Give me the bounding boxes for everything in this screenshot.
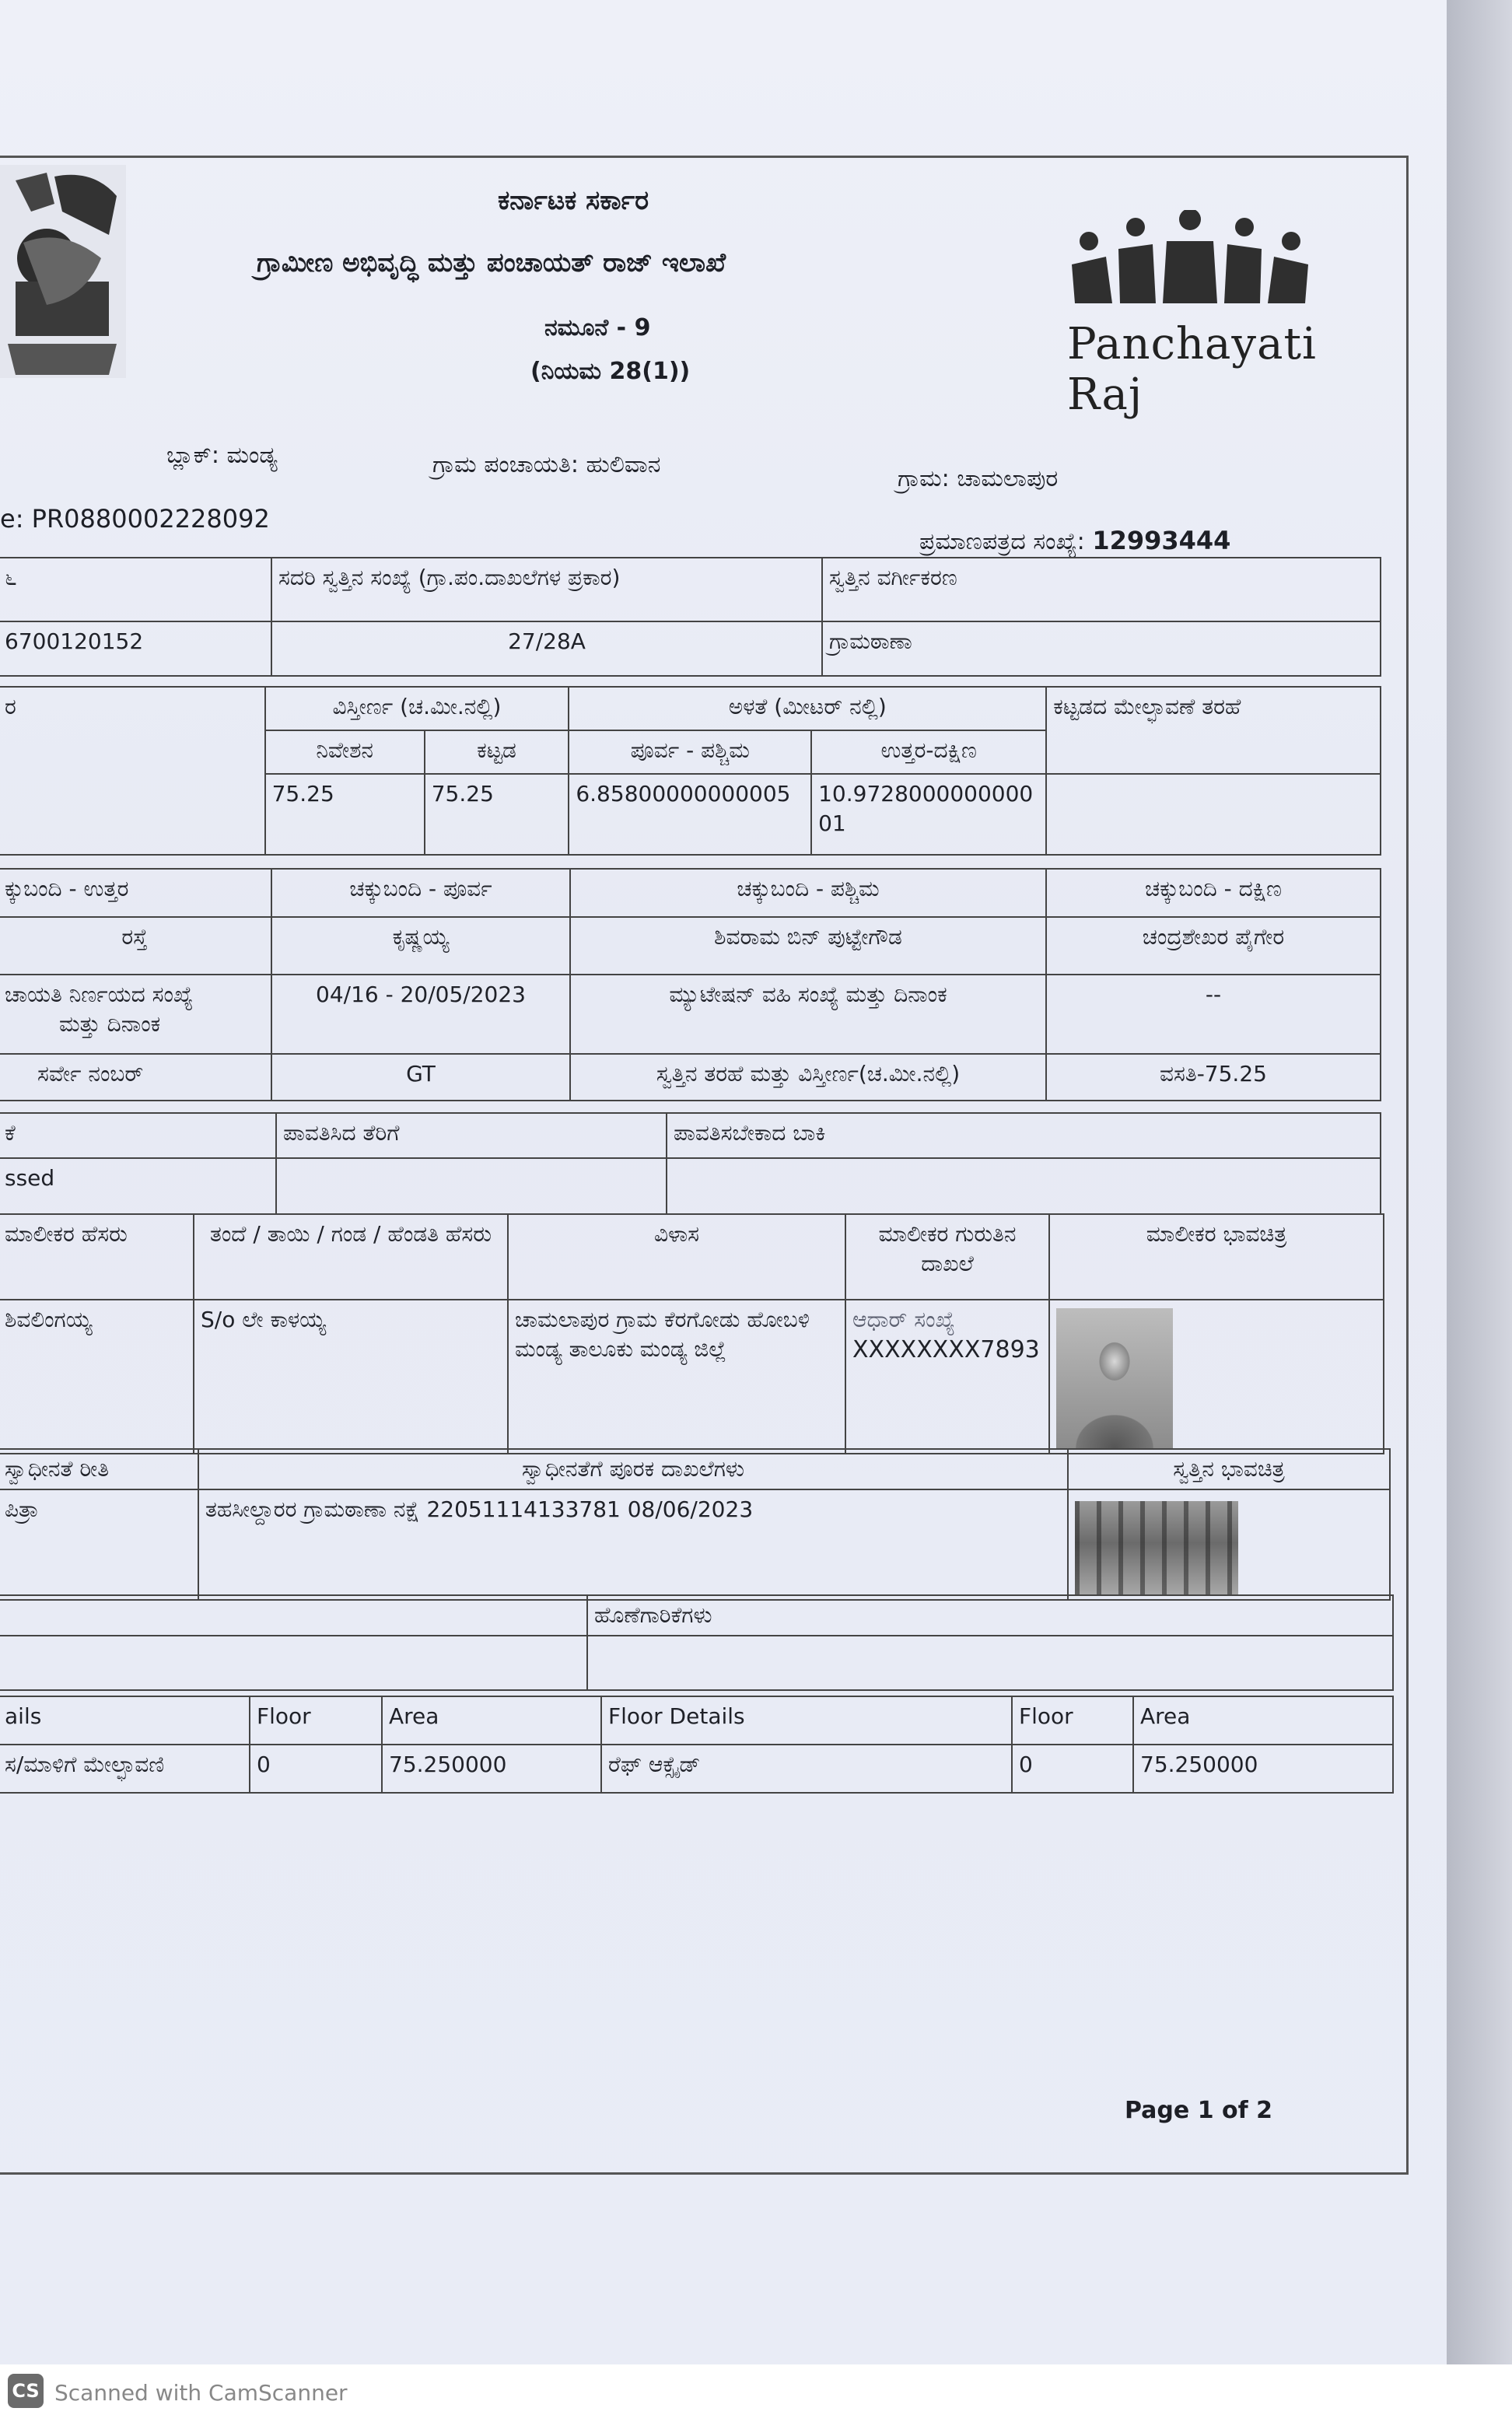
mutation-label: ಮ್ಯುಟೇಷನ್ ವಹಿ ಸಂಖ್ಯೆ ಮತ್ತು ದಿನಾಂಕ xyxy=(570,975,1046,1054)
village: ಗ್ರಾಮ: ಚಾಮಲಾಪುರ xyxy=(898,465,1059,492)
property-number-table xyxy=(0,557,1381,677)
building-area-value: 75.25 xyxy=(425,774,569,855)
row2-left-label: ರ xyxy=(0,687,265,855)
property-photo xyxy=(1075,1501,1238,1594)
property-type-area-label: ಸ್ವತ್ತಿನ ತರಹೆ ಮತ್ತು ವಿಸ್ತೀರ್ಣ(ಚ.ಮೀ.ನಲ್ಲಿ) xyxy=(570,1054,1046,1101)
owner-photo xyxy=(1056,1308,1173,1448)
possession-table xyxy=(0,1448,1391,1601)
property-photo-label: ಸ್ವತ್ತಿನ ಭಾವಚಿತ್ರ xyxy=(1068,1449,1390,1489)
roof-type-label: ಕಟ್ಟಡದ ಮೇಲ್ಛಾವಣೆ ತರಹೆ xyxy=(1046,687,1381,774)
property-photo-cell xyxy=(1068,1489,1390,1600)
boundary-north-value: ರಸ್ತೆ xyxy=(0,917,271,975)
owner-photo-label: ಮಾಲೀಕರ ಭಾವಚಿತ್ರ xyxy=(1049,1214,1384,1300)
floor-left-label: Floor xyxy=(250,1696,382,1745)
tax-paid-label: ಪಾವತಿಸಿದ ತೆರಿಗೆ xyxy=(276,1113,667,1158)
floor-right-value: 0 xyxy=(1012,1745,1133,1793)
logo-text: Panchayati Raj xyxy=(1067,319,1317,420)
classification-label: ಸ್ವತ್ತಿನ ವರ್ಗೀಕರಣ xyxy=(822,558,1381,621)
tax-balance-value xyxy=(667,1158,1381,1214)
possession-mode-value: ಪಿತ್ರಾ xyxy=(0,1489,198,1600)
people-group-icon xyxy=(1058,210,1322,319)
area-left-value: 75.250000 xyxy=(382,1745,601,1793)
floor-right-label: Floor xyxy=(1012,1696,1133,1745)
area-right-label: Area xyxy=(1133,1696,1393,1745)
gov-title: ಕರ್ನಾಟಕ ಸರ್ಕಾರ xyxy=(498,185,649,216)
liabilities-label: ಹೊಣೆಗಾರಿಕೆಗಳು xyxy=(587,1595,1393,1636)
floor-details-right-label: Floor Details xyxy=(601,1696,1012,1745)
relation-label: ತಂದೆ / ತಾಯಿ / ಗಂಡ / ಹೆಂಡತಿ ಹೆಸರು xyxy=(194,1214,508,1300)
owner-id-type: ಆಧಾರ್ ಸಂಖ್ಯೆ xyxy=(852,1307,955,1332)
boundary-south-value: ಚಂದ್ರಶೇಖರ ಪೈಗೇರ xyxy=(1046,917,1381,975)
owner-photo-cell xyxy=(1049,1300,1384,1454)
owner-table xyxy=(0,1213,1384,1454)
owner-name-value: ಶಿವಲಿಂಗಯ್ಯ xyxy=(0,1300,194,1454)
north-south-value: 10.972800000000001 xyxy=(811,774,1046,855)
possession-mode-label: ಸ್ವಾಧೀನತೆ ರೀತಿ xyxy=(0,1449,198,1489)
property-number-value: 27/28A xyxy=(271,621,822,676)
survey-label: ಸರ್ವೇ ನಂಬರ್ xyxy=(0,1054,271,1101)
tax-left-label: ಕೆ xyxy=(0,1113,276,1158)
east-west-label: ಪೂರ್ವ - ಪಶ್ಚಿಮ xyxy=(569,730,811,774)
property-type-area-value: ವಸತಿ-75.25 xyxy=(1046,1054,1381,1101)
row1-left-value: 6700120152 xyxy=(0,621,271,676)
address-label: ವಿಳಾಸ xyxy=(508,1214,845,1300)
boundary-west-label: ಚಕ್ಕುಬಂದಿ - ಪಶ್ಚಿಮ xyxy=(570,869,1046,917)
property-code-value: PR0880002228092 xyxy=(31,504,270,534)
owner-id-value-cell xyxy=(845,1300,1049,1454)
area-right-value: 75.250000 xyxy=(1133,1745,1393,1793)
liabilities-table xyxy=(0,1594,1394,1691)
survey-value: GT xyxy=(271,1054,570,1101)
resolution-value: 04/16 - 20/05/2023 xyxy=(271,975,570,1054)
mutation-value: -- xyxy=(1046,975,1381,1054)
tax-left-value: ssed xyxy=(0,1158,276,1214)
panchayati-raj-logo xyxy=(1058,210,1322,420)
boundary-south-label: ಚಕ್ಕುಬಂದಿ - ದಕ್ಷಿಣ xyxy=(1046,869,1381,917)
tax-paid-value xyxy=(276,1158,667,1214)
certificate-number xyxy=(919,526,1230,555)
boundary-north-label: ಕ್ಕುಬಂದಿ - ಉತ್ತರ xyxy=(0,869,271,917)
possession-docs-label: ಸ್ವಾಧೀನತೆಗೆ ಪೂರಕ ದಾಖಲೆಗಳು xyxy=(198,1449,1068,1489)
boundary-east-value: ಕೃಷ್ಣಯ್ಯ xyxy=(271,917,570,975)
form-number: ನಮೂನೆ - 9 xyxy=(544,314,651,341)
floor-details-right-value: ರೆಫ್ ಆಕ್ಸೈಡ್ xyxy=(601,1745,1012,1793)
site-area-value: 75.25 xyxy=(265,774,425,855)
north-south-label: ಉತ್ತರ-ದಕ್ಷಿಣ xyxy=(811,730,1046,774)
floor-details-left-label: ails xyxy=(0,1696,250,1745)
resolution-label xyxy=(0,975,271,1054)
floor-details-left-value: ಸ/ಮಾಳಿಗೆ ಮೇಲ್ಛಾವಣಿ xyxy=(0,1745,250,1793)
boundaries-table xyxy=(0,868,1381,1101)
certificate-value: 12993444 xyxy=(1092,526,1231,555)
karnataka-emblem-icon xyxy=(0,165,126,378)
building-label: ಕಟ್ಟಡ xyxy=(425,730,569,774)
camscanner-logo: CS xyxy=(8,2374,44,2408)
roof-type-value xyxy=(1046,774,1381,855)
certificate-label: ಪ್ರಮಾಣಪತ್ರದ ಸಂಖ್ಯೆ: xyxy=(919,528,1085,555)
owner-id-label: ಮಾಲೀಕರ ಗುರುತಿನ ದಾಖಲೆ xyxy=(845,1214,1049,1300)
row1-left-label: ೬ xyxy=(0,558,271,621)
resolution-label-line1: ಚಾಯತಿ ನಿರ್ಣಯದ ಸಂಖ್ಯೆ xyxy=(5,982,194,1007)
classification-value: ಗ್ರಾಮಠಾಣಾ xyxy=(822,621,1381,676)
scanner-watermark xyxy=(0,2364,1512,2422)
boundary-east-label: ಚಕ್ಕುಬಂದಿ - ಪೂರ್ವ xyxy=(271,869,570,917)
owner-id-number: XXXXXXXX7893 xyxy=(852,1335,1040,1363)
area-dimensions-table xyxy=(0,686,1381,856)
resolution-label-line2: ಮತ್ತು ದಿನಾಂಕ xyxy=(59,1010,161,1037)
address-value: ಚಾಮಲಾಪುರ ಗ್ರಾಮ ಕೆರಗೋಡು ಹೋಬಳಿ ಮಂಡ್ಯ ತಾಲೂಕು ಮಂಡ್ಯ ಜಿಲ್ಲೆ xyxy=(508,1300,845,1454)
area-left-label: Area xyxy=(382,1696,601,1745)
relation-value: S/o ಲೇ ಕಾಳಯ್ಯ xyxy=(194,1300,508,1454)
underlying-sheet xyxy=(1447,0,1512,2364)
gram-panchayat: ಗ್ರಾಮ ಪಂಚಾಯತಿ: ಹುಲಿವಾನ xyxy=(432,451,661,478)
property-number-label: ಸದರಿ ಸ್ವತ್ತಿನ ಸಂಖ್ಯೆ (ಗ್ರಾ.ಪಂ.ದಾಖಲೆಗಳ ಪ್ರಕಾರ) xyxy=(271,558,822,621)
area-label: ವಿಸ್ತೀರ್ಣ (ಚ.ಮೀ.ನಲ್ಲಿ) xyxy=(265,687,569,730)
rule-reference: (ನಿಯಮ 28(1)) xyxy=(530,358,691,385)
camscanner-text: Scanned with CamScanner xyxy=(54,2380,348,2406)
dept-title: ಗ್ರಾಮೀಣ ಅಭಿವೃದ್ಧಿ ಮತ್ತು ಪಂಚಾಯತ್ ರಾಜ್ ಇಲಾಖೆ xyxy=(257,247,726,278)
liabilities-value xyxy=(587,1636,1393,1690)
taluk: ಬ್ಲಾಕ್: ಮಂಡ್ಯ xyxy=(166,442,278,469)
boundary-west-value: ಶಿವರಾಮ ಬಿನ್ ಪುಟ್ಟೇಗೌಡ xyxy=(570,917,1046,975)
owner-name-label: ಮಾಲೀಕರ ಹೆಸರು xyxy=(0,1214,194,1300)
floor-details-table xyxy=(0,1696,1394,1794)
page-number: Page 1 of 2 xyxy=(1125,2097,1272,2124)
dimensions-label: ಅಳತೆ (ಮೀಟರ್ ನಲ್ಲಿ) xyxy=(569,687,1046,730)
property-code xyxy=(0,504,270,534)
tax-table xyxy=(0,1112,1381,1215)
liabilities-left-value xyxy=(0,1636,587,1690)
tax-balance-label: ಪಾವತಿಸಬೇಕಾದ ಬಾಕಿ xyxy=(667,1113,1381,1158)
floor-left-value: 0 xyxy=(250,1745,382,1793)
possession-docs-value: ತಹಸೀಲ್ದಾರರ ಗ್ರಾಮಠಾಣಾ ನಕ್ಷೆ 22051114133781 08/06/2023 xyxy=(198,1489,1068,1600)
east-west-value: 6.85800000000005 xyxy=(569,774,811,855)
liabilities-left xyxy=(0,1595,587,1636)
property-code-prefix: e: xyxy=(0,504,24,534)
site-label: ನಿವೇಶನ xyxy=(265,730,425,774)
